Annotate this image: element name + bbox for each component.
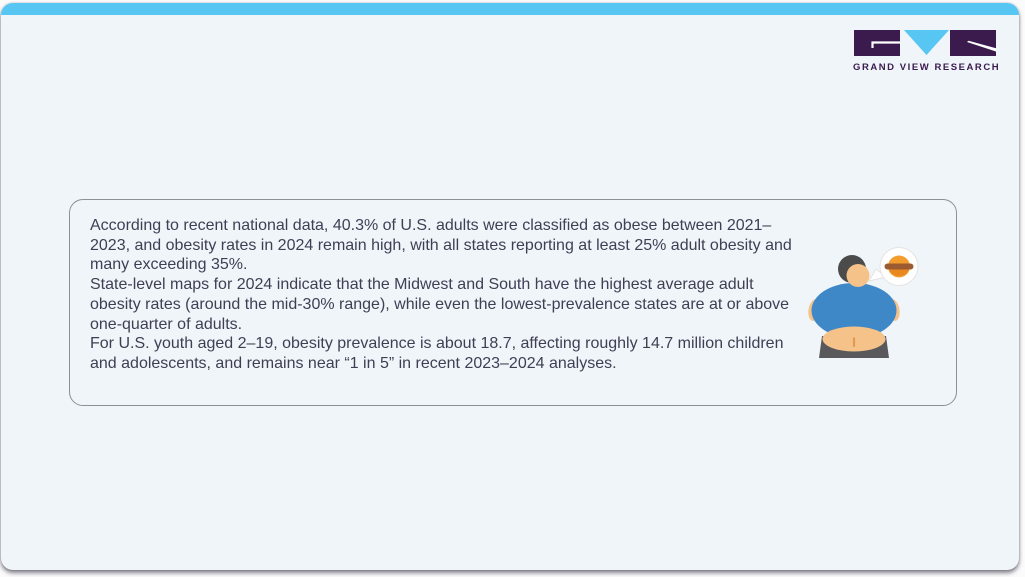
obese-person-illustration — [804, 244, 922, 366]
logo-wordmark: GRAND VIEW RESEARCH — [853, 62, 1001, 73]
logo-mark-r — [950, 30, 996, 56]
face — [847, 264, 870, 287]
paragraph-adult-obesity: According to recent national data, 40.3% of U.S. adults were classified as obese between 2021–2023, and obesity rates in 2024 remain high, with all states reporting at least 25% adult obesity and many exceeding 35%. — [90, 217, 792, 274]
gvr-logo-marks — [854, 30, 996, 57]
paragraph-youth-obesity: For U.S. youth aged 2–19, obesity prevalence is about 18.7, affecting roughly 14.7 million children and adolescents, and remains near “1 in 5” in recent 2023–2024 analyses. — [90, 335, 784, 372]
gvr-logo — [853, 30, 1001, 73]
logo-mark-v — [904, 30, 949, 55]
logo-mark-g — [854, 30, 900, 56]
summary-text — [90, 216, 796, 374]
content-panel — [1, 3, 1019, 570]
paragraph-state-maps: State-level maps for 2024 indicate that the Midwest and South have the highest average adult obesity rates (around the mid-30% range), while even the lowest-prevalence states are at or above one-quarter of adults. — [90, 276, 790, 333]
top-accent-bar — [1, 3, 1019, 15]
